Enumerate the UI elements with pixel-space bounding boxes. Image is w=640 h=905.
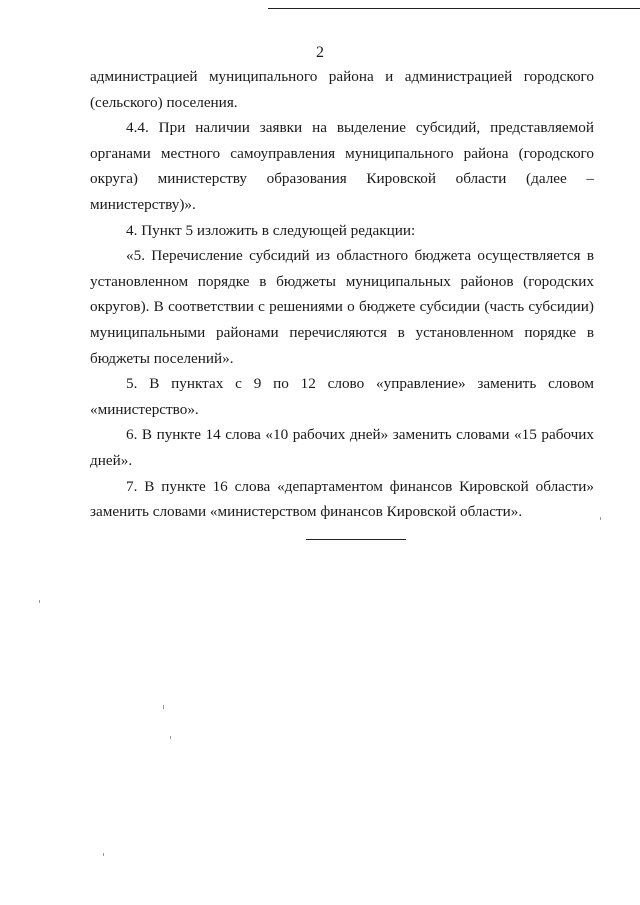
scan-speck	[170, 736, 171, 739]
paragraph-5: 5. В пунктах с 9 по 12 слово «управление» заменить словом «министерство».	[90, 375, 594, 418]
scan-speck	[163, 705, 164, 709]
paragraph-4: «5. Перечисление субсидий из областного бюджета осуществляется в установленном порядке в бюджеты муниципальных районов (городских округов). В соответствии с решениями о бюджете субсидии (часть субсидии) муниципальными районами перечисляются в установленном порядке в бюджеты поселений».	[90, 247, 594, 367]
top-rule	[268, 8, 640, 9]
paragraph-3: 4. Пункт 5 изложить в следующей редакции:	[126, 221, 416, 239]
document-body	[90, 64, 594, 525]
scan-speck	[103, 853, 104, 856]
page-number: 2	[316, 44, 324, 61]
scan-speck	[600, 517, 601, 520]
paragraph-7: 7. В пункте 16 слова «департаментом финансов Кировской области» заменить словами «министерством финансов Кировской области».	[90, 477, 594, 521]
end-of-document-rule	[306, 539, 406, 540]
paragraph-1: администрацией муниципального района и администрацией городского (сельского) поселения.	[90, 68, 594, 111]
paragraph-2: 4.4. При наличии заявки на выделение субсидий, представляемой органами местного самоуправления муниципального района (городского округа) министерству образования Кировской области (далее – министерству)».	[90, 119, 594, 213]
paragraph-6: 6. В пункте 14 слова «10 рабочих дней» заменить словами «15 рабочих дней».	[90, 426, 594, 469]
scan-speck	[39, 600, 40, 603]
